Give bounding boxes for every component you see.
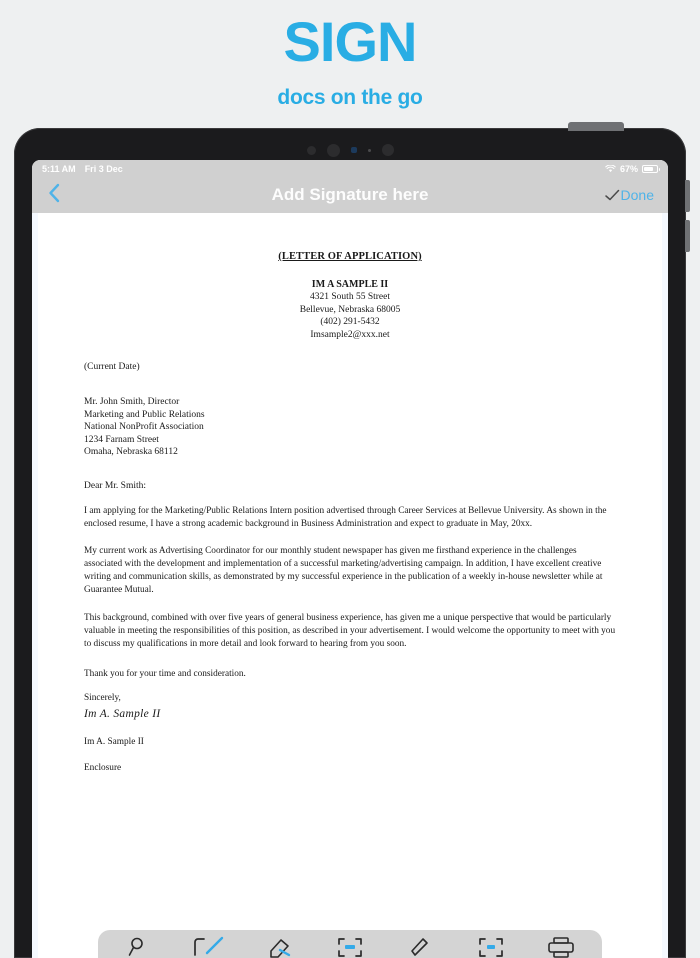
- volume-down-button[interactable]: [685, 220, 690, 252]
- status-bar-time: 5:11 AM: [42, 163, 76, 174]
- closing-salutation: Sincerely,: [84, 693, 121, 704]
- ambient-light-sensor-icon: [368, 149, 371, 152]
- promo-header: [0, 0, 700, 110]
- printer-icon[interactable]: [541, 932, 581, 958]
- recipient-line: Marketing and Public Relations: [84, 409, 205, 420]
- sender-address-block: [84, 278, 616, 341]
- sensor-dot: [307, 146, 316, 155]
- handwritten-signature-text: Im A. Sample II: [84, 708, 161, 721]
- back-chevron-icon[interactable]: [46, 182, 63, 209]
- navigation-bar: [32, 177, 668, 213]
- recipient-line: Mr. John Smith, Director: [84, 397, 180, 408]
- magnifier-icon[interactable]: [119, 932, 159, 958]
- front-camera-sensors: [14, 144, 686, 156]
- document-heading: (LETTER OF APPLICATION): [278, 251, 422, 262]
- done-button[interactable]: [605, 187, 654, 203]
- promo-title: SIGN: [283, 10, 417, 73]
- done-label: Done: [620, 187, 654, 203]
- battery-icon: [642, 165, 658, 173]
- salutation: Dear Mr. Smith:: [84, 480, 147, 491]
- typed-signature-name: Im A. Sample II: [84, 737, 144, 748]
- highlighter-icon[interactable]: [260, 932, 300, 958]
- body-paragraph: My current work as Advertising Coordinator for our monthly student newspaper has given me firsthand experience in the challenges associated with the development and implementation of a successful marketing/advertising campaign. In addition, I have excellent creative writing and communication skills, as demonstrated by my successful experience in the publication of a weekly in-house newsletter while at Guarantee Mutual.: [84, 545, 603, 596]
- annotation-toolbar: [98, 930, 602, 958]
- device-screen: [32, 160, 668, 958]
- sender-phone: (402) 291-5432: [320, 317, 380, 328]
- date-line: (Current Date): [84, 362, 140, 373]
- date-field-icon[interactable]: [471, 932, 511, 958]
- status-bar-date: Fri 3 Dec: [84, 163, 123, 174]
- battery-percentage: 67%: [619, 163, 638, 174]
- body-paragraph: I am applying for the Marketing/Public Relations Intern position advertised through Career Services at Bellevue University. As shown in the enclosed resume, I have a strong academic background in Business Administration and expect to graduate in May, 20xx.: [84, 505, 607, 529]
- wifi-icon: [605, 165, 616, 173]
- checkmark-icon: [605, 189, 620, 201]
- signature-pen-icon[interactable]: [189, 932, 229, 958]
- page-title: Add Signature here: [271, 185, 429, 204]
- document-page: [38, 213, 662, 958]
- sender-street: 4321 South 55 Street: [310, 292, 390, 303]
- recipient-line: National NonProfit Association: [84, 422, 204, 433]
- infrared-sensor-icon: [351, 147, 357, 153]
- dot-projector-icon: [382, 144, 394, 156]
- status-bar: [32, 160, 668, 177]
- sender-name: IM A SAMPLE II: [311, 279, 389, 290]
- volume-up-button[interactable]: [685, 180, 690, 212]
- eraser-icon[interactable]: [400, 932, 440, 958]
- recipient-address-block: [84, 396, 616, 458]
- document-scroll-area[interactable]: [32, 213, 668, 958]
- promo-subtitle: docs on the go: [277, 86, 423, 109]
- front-camera-icon: [327, 144, 340, 157]
- power-button[interactable]: [568, 122, 624, 131]
- body-paragraph: This background, combined with over five years of general business experience, has given me a unique perspective that would be particularly valuable in meeting the responsibilities of this position, as described in your advertisement. I would welcome the opportunity to meet with you to discuss my qualifications in more detail and look forward to hearing from you soon.: [84, 612, 616, 649]
- enclosure-line: Enclosure: [84, 763, 122, 774]
- sender-city: Bellevue, Nebraska 68005: [299, 304, 401, 315]
- text-field-icon[interactable]: [330, 932, 370, 958]
- sender-email: Imsample2@xxx.net: [310, 329, 390, 340]
- tablet-device: [14, 128, 686, 958]
- recipient-line: 1234 Farnam Street: [84, 434, 159, 445]
- recipient-line: Omaha, Nebraska 68112: [84, 447, 178, 458]
- closing-thanks: Thank you for your time and consideration.: [84, 669, 246, 680]
